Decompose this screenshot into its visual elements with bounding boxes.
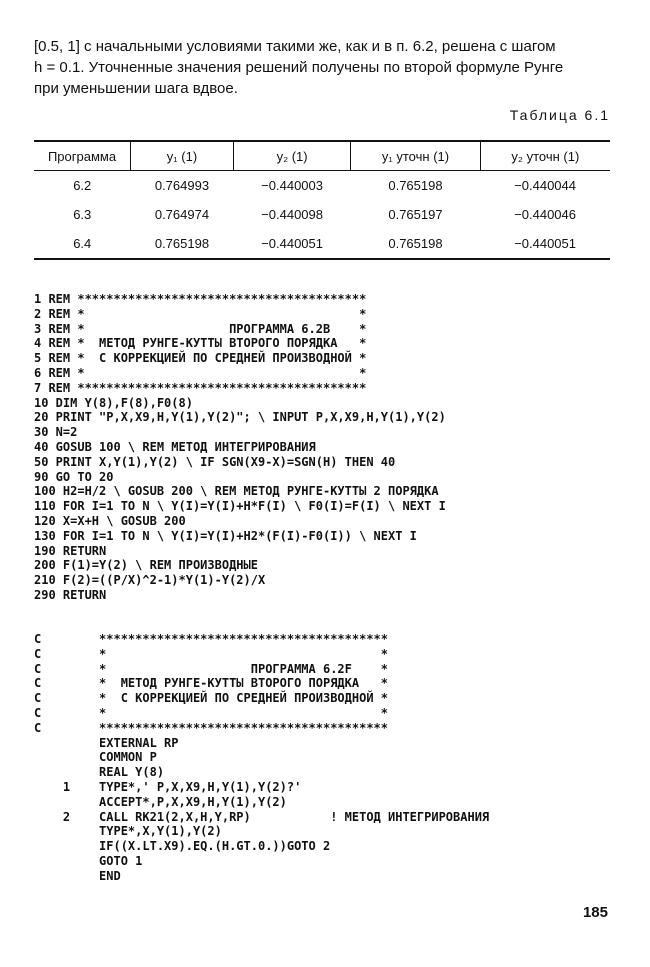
code-line: EXTERNAL RP <box>34 735 179 750</box>
fortran-code-listing <box>34 632 489 884</box>
code-line: 40 GOSUB 100 \ REM МЕТОД ИНТЕГРИРОВАНИЯ <box>34 439 316 454</box>
header-y1: y₁ (1) <box>131 141 234 171</box>
code-line: 7 REM **************************************** <box>34 380 367 395</box>
code-line: 90 GO TO 20 <box>34 469 114 484</box>
table-cell: 0.765198 <box>351 229 480 259</box>
basic-code-listing <box>34 292 446 603</box>
code-line: 4 REM * МЕТОД РУНГЕ-КУТТЫ ВТОРОГО ПОРЯДКА * <box>34 336 367 351</box>
intro-line: [0.5, 1] с начальными условиями такими же, как и в п. 6.2, решена с шагом <box>34 38 556 55</box>
table-header-row <box>34 141 610 171</box>
table-cell: 0.764974 <box>154 207 210 222</box>
intro-paragraph <box>34 36 614 99</box>
code-line: C * С КОРРЕКЦИЕЙ ПО СРЕДНЕЙ ПРОИЗВОДНОЙ * <box>34 691 389 706</box>
intro-line: h = 0.1. Уточненные значения решений получены по второй формуле Рунге <box>34 59 564 76</box>
table-cell: 0.765198 <box>388 178 443 193</box>
code-line: C * * <box>34 705 389 720</box>
code-line: 100 H2=H/2 \ GOSUB 200 \ REM МЕТОД РУНГЕ-КУТТЫ 2 ПОРЯДКА <box>34 484 439 499</box>
code-line: 190 RETURN <box>34 543 107 558</box>
code-line: C * ПРОГРАММА 6.2F * <box>34 661 389 676</box>
table-cell: 6.3 <box>73 207 92 222</box>
code-line: 30 N=2 <box>34 425 78 440</box>
table-cell: 0.765198 <box>131 229 234 259</box>
code-line: 10 DIM Y(8),F(8),F0(8) <box>34 395 193 410</box>
code-line: 120 X=X+H \ GOSUB 200 <box>34 513 186 528</box>
table-row <box>34 229 610 259</box>
code-line: ACCEPT*,P,X,X9,H,Y(1),Y(2) <box>34 794 287 809</box>
code-line: 290 RETURN <box>34 587 107 602</box>
table-cell: −0.440098 <box>261 207 323 222</box>
table-cell: 6.4 <box>34 229 131 259</box>
header-y2-refined: y₂ уточн (1) <box>480 141 610 171</box>
table-caption: Таблица 6.1 <box>509 107 610 123</box>
table-cell: −0.440051 <box>480 229 610 259</box>
code-line: COMMON P <box>34 750 157 765</box>
code-line: TYPE*,X,Y(1),Y(2) <box>34 824 222 839</box>
code-line: GOTO 1 <box>34 853 143 868</box>
table-cell: −0.440051 <box>233 229 350 259</box>
code-line: IF((X.LT.X9).EQ.(H.GT.0.))GOTO 2 <box>34 839 331 854</box>
intro-line: при уменьшении шага вдвое. <box>34 80 238 97</box>
code-line: C **************************************** <box>34 632 389 646</box>
table-cell: −0.440003 <box>261 178 323 193</box>
table-cell: 0.764993 <box>154 178 210 193</box>
code-line: 210 F(2)=((P/X)^2-1)*Y(1)-Y(2)/X <box>34 573 266 588</box>
code-line: C * * <box>34 646 389 661</box>
code-line: C **************************************** <box>34 720 389 735</box>
code-line: 200 F(1)=Y(2) \ REM ПРОИЗВОДНЫЕ <box>34 558 258 573</box>
code-line: 1 REM **************************************** <box>34 292 367 306</box>
table-cell: 6.2 <box>73 178 92 193</box>
header-y2: y₂ (1) <box>233 141 350 171</box>
results-table <box>34 140 610 260</box>
code-line: 2 CALL RK21(2,X,H,Y,RP) ! МЕТОД ИНТЕГРИРОВАНИЯ <box>34 809 490 824</box>
code-line: 50 PRINT X,Y(1),Y(2) \ IF SGN(X9-X)=SGN(H) THEN 40 <box>34 454 396 469</box>
header-y1-refined: y₁ уточн (1) <box>351 141 480 171</box>
code-line: 20 PRINT "P,X,X9,H,Y(1),Y(2)"; \ INPUT P,X,X9,H,Y(1),Y(2) <box>34 410 446 425</box>
code-line: 5 REM * С КОРРЕКЦИЕЙ ПО СРЕДНЕЙ ПРОИЗВОДНОЙ * <box>34 351 367 366</box>
header-program: Программа <box>34 141 131 171</box>
table-row <box>34 171 610 201</box>
code-line: 6 REM * * <box>34 365 367 380</box>
code-line: END <box>34 868 121 883</box>
table-cell: −0.440046 <box>514 207 577 222</box>
code-line: 110 FOR I=1 TO N \ Y(I)=Y(I)+H*F(I) \ F0(I)=F(I) \ NEXT I <box>34 499 446 514</box>
table-cell: 0.765197 <box>388 207 443 222</box>
code-line: 3 REM * ПРОГРАММА 6.2B * <box>34 321 367 336</box>
table-cell: −0.440044 <box>514 178 577 193</box>
code-line: C * МЕТОД РУНГЕ-КУТТЫ ВТОРОГО ПОРЯДКА * <box>34 676 389 691</box>
code-line: 1 TYPE*,' P,X,X9,H,Y(1),Y(2)?' <box>34 779 302 794</box>
code-line: REAL Y(8) <box>34 765 165 780</box>
table-row <box>34 200 610 229</box>
code-line: 130 FOR I=1 TO N \ Y(I)=Y(I)+H2*(F(I)-F0(I)) \ NEXT I <box>34 528 417 543</box>
page-number: 185 <box>582 904 608 921</box>
code-line: 2 REM * * <box>34 306 367 321</box>
